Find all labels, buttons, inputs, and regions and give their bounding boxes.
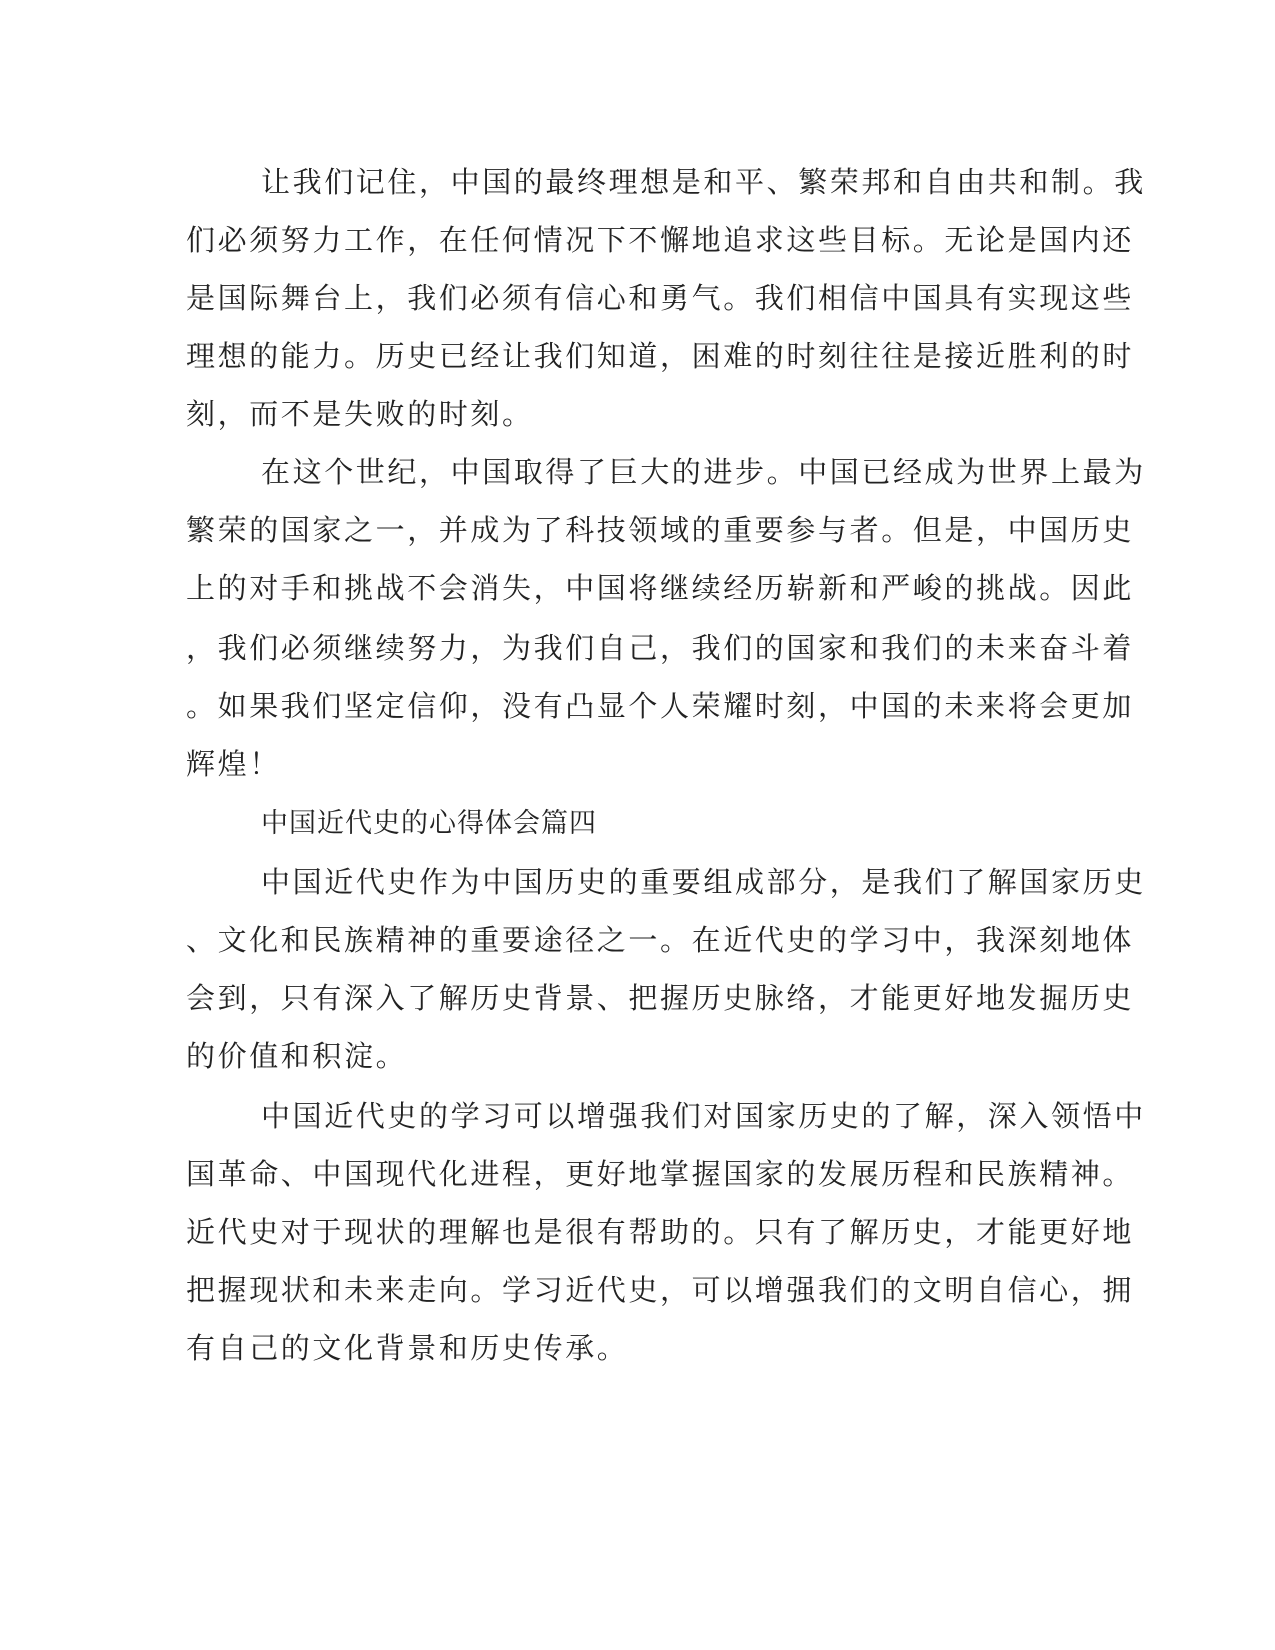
paragraph-4-line-3: 近代史对于现状的理解也是很有帮助的。只有了解历史，才能更好地 [186, 1215, 1135, 1249]
section-heading: 中国近代史的心得体会篇四 [261, 808, 597, 839]
paragraph-4-line-4: 把握现状和未来走向。学习近代史，可以增强我们的文明自信心，拥 [186, 1273, 1135, 1307]
paragraph-2-line-5: 。如果我们坚定信仰，没有凸显个人荣耀时刻，中国的未来将会更加 [186, 689, 1135, 723]
paragraph-1-line-5: 刻，而不是失败的时刻。 [186, 397, 534, 431]
paragraph-2-line-2: 繁荣的国家之一，并成为了科技领域的重要参与者。但是，中国历史 [186, 513, 1135, 547]
paragraph-4-line-1: 中国近代史的学习可以增强我们对国家历史的了解，深入领悟中 [261, 1099, 1146, 1133]
paragraph-2-line-6: 辉煌！ [186, 747, 281, 781]
paragraph-2-line-1: 在这个世纪，中国取得了巨大的进步。中国已经成为世界上最为 [261, 455, 1146, 489]
paragraph-1-line-3: 是国际舞台上，我们必须有信心和勇气。我们相信中国具有实现这些 [186, 281, 1135, 315]
paragraph-4-line-5: 有自己的文化背景和历史传承。 [186, 1331, 629, 1365]
paragraph-1-line-1: 让我们记住，中国的最终理想是和平、繁荣邦和自由共和制。我 [261, 165, 1146, 199]
paragraph-1-line-2: 们必须努力工作，在任何情况下不懈地追求这些目标。无论是国内还 [186, 223, 1135, 257]
paragraph-4-line-2: 国革命、中国现代化进程，更好地掌握国家的发展历程和民族精神。 [186, 1157, 1135, 1191]
paragraph-3-line-3: 会到，只有深入了解历史背景、把握历史脉络，才能更好地发掘历史 [186, 981, 1135, 1015]
paragraph-3-line-1: 中国近代史作为中国历史的重要组成部分，是我们了解国家历史 [261, 865, 1146, 899]
paragraph-3-line-2: 、文化和民族精神的重要途径之一。在近代史的学习中，我深刻地体 [186, 923, 1135, 957]
paragraph-2-line-4: ，我们必须继续努力，为我们自己，我们的国家和我们的未来奋斗着 [186, 631, 1135, 665]
paragraph-1-line-4: 理想的能力。历史已经让我们知道，困难的时刻往往是接近胜利的时 [186, 339, 1135, 373]
paragraph-3-line-4: 的价值和积淀。 [186, 1039, 408, 1073]
paragraph-2-line-3: 上的对手和挑战不会消失，中国将继续经历崭新和严峻的挑战。因此 [186, 571, 1135, 605]
